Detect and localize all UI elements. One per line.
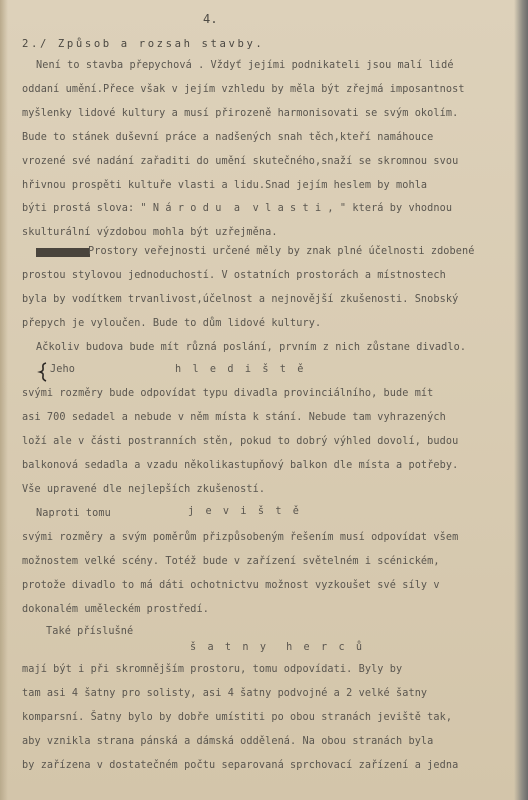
text-line: možnostem velké scény. Totéž bude v zařízení světelném i scénickém, <box>22 556 440 567</box>
text-line: myšlenky lidové kultury a musí přirozeně harmonisovati se svým okolím. <box>22 108 459 119</box>
text-line: dokonalém uměleckém prostředí. <box>22 604 210 615</box>
text-line: protože divadlo to má dáti ochotnictvu možnost vyzkoušet své síly v <box>22 580 440 591</box>
text-line: Jeho <box>50 364 75 375</box>
text-line: Prostory veřejnosti určené měly by znak plné účelnosti zdobené <box>88 246 475 257</box>
text-line: asi 700 sedadel a nebude v něm místa k stání. Nebude tam vyhrazených <box>22 412 446 423</box>
subheading-hlediste: h l e d i š t ě <box>175 364 307 375</box>
text-line: přepych je vyloučen. Bude to dům lidové kultury. <box>22 318 322 329</box>
text-line: Není to stavba přepychová . Vždyť jejími podnikateli jsou malí lidé <box>36 60 454 71</box>
subheading-satny-hercu: š a t n y h e r c ů <box>190 642 365 653</box>
text-line: Vše upravené dle nejlepších zkušeností. <box>22 484 266 495</box>
text-line: býti prostá slova: " N á r o d u a v l a s t i , " která by vhodnou <box>22 203 453 214</box>
struck-out-word <box>36 248 90 257</box>
text-line: loží ale v části postranních stěn, pokud to dobrý výhled dovolí, budou <box>22 436 459 447</box>
page-number: 4. <box>203 12 218 26</box>
text-line: Bude to stánek duševní práce a nadšených snah těch,kteří namáhouce <box>22 132 434 143</box>
section-heading: 2./ Způsob a rozsah stavby. <box>22 38 265 50</box>
text-line: Ačkoliv budova bude mít různá poslání, prvním z nich zůstane divadlo. <box>36 342 467 353</box>
text-line: Naproti tomu <box>36 508 111 519</box>
subheading-jeviste: j e v i š t ě <box>188 506 302 517</box>
text-line: balkonová sedadla a vzadu několikastupňový balkon dle místa a potřeby. <box>22 460 459 471</box>
text-line: Také příslušné <box>46 626 134 637</box>
text-line: skulturální výzdobou mohla být uzřejměna. <box>22 227 278 238</box>
text-line: vrozené své nadání zařaditi do umění skutečného,snaží se skromnou svou <box>22 156 459 167</box>
text-line: oddaní umění.Přece však v jejím vzhledu by měla být zřejmá imposantnost <box>22 84 465 95</box>
text-line: aby vznikla strana pánská a dámská oddělená. Na obou stranách byla <box>22 736 434 747</box>
text-line: prostou stylovou jednoduchostí. V ostatních prostorách a místnostech <box>22 270 446 281</box>
text-line: komparsní. Šatny bylo by dobře umístiti po obou stranách jeviště tak, <box>22 712 453 723</box>
text-line: by zařízena v dostatečném počtu separovaná sprchovací zařízení a jedna <box>22 760 459 771</box>
text-line: svými rozměry bude odpovídat typu divadla provinciálního, bude mít <box>22 388 434 399</box>
text-line: byla by vodítkem trvanlivost,účelnost a nejnovější zkušenosti. Snobský <box>22 294 459 305</box>
text-line: hřivnou prospěti kultuře vlasti a lidu.Snad jejím heslem by mohla <box>22 180 428 191</box>
text-line: tam asi 4 šatny pro solisty, asi 4 šatny podvojné a 2 velké šatny <box>22 688 428 699</box>
text-line: mají být i při skromnějším prostoru, tomu odpovídati. Byly by <box>22 664 403 675</box>
text-line: svými rozměry a svým poměrům přizpůsobeným řešením musí odpovídat všem <box>22 532 459 543</box>
handwritten-bracket-mark <box>37 362 49 382</box>
